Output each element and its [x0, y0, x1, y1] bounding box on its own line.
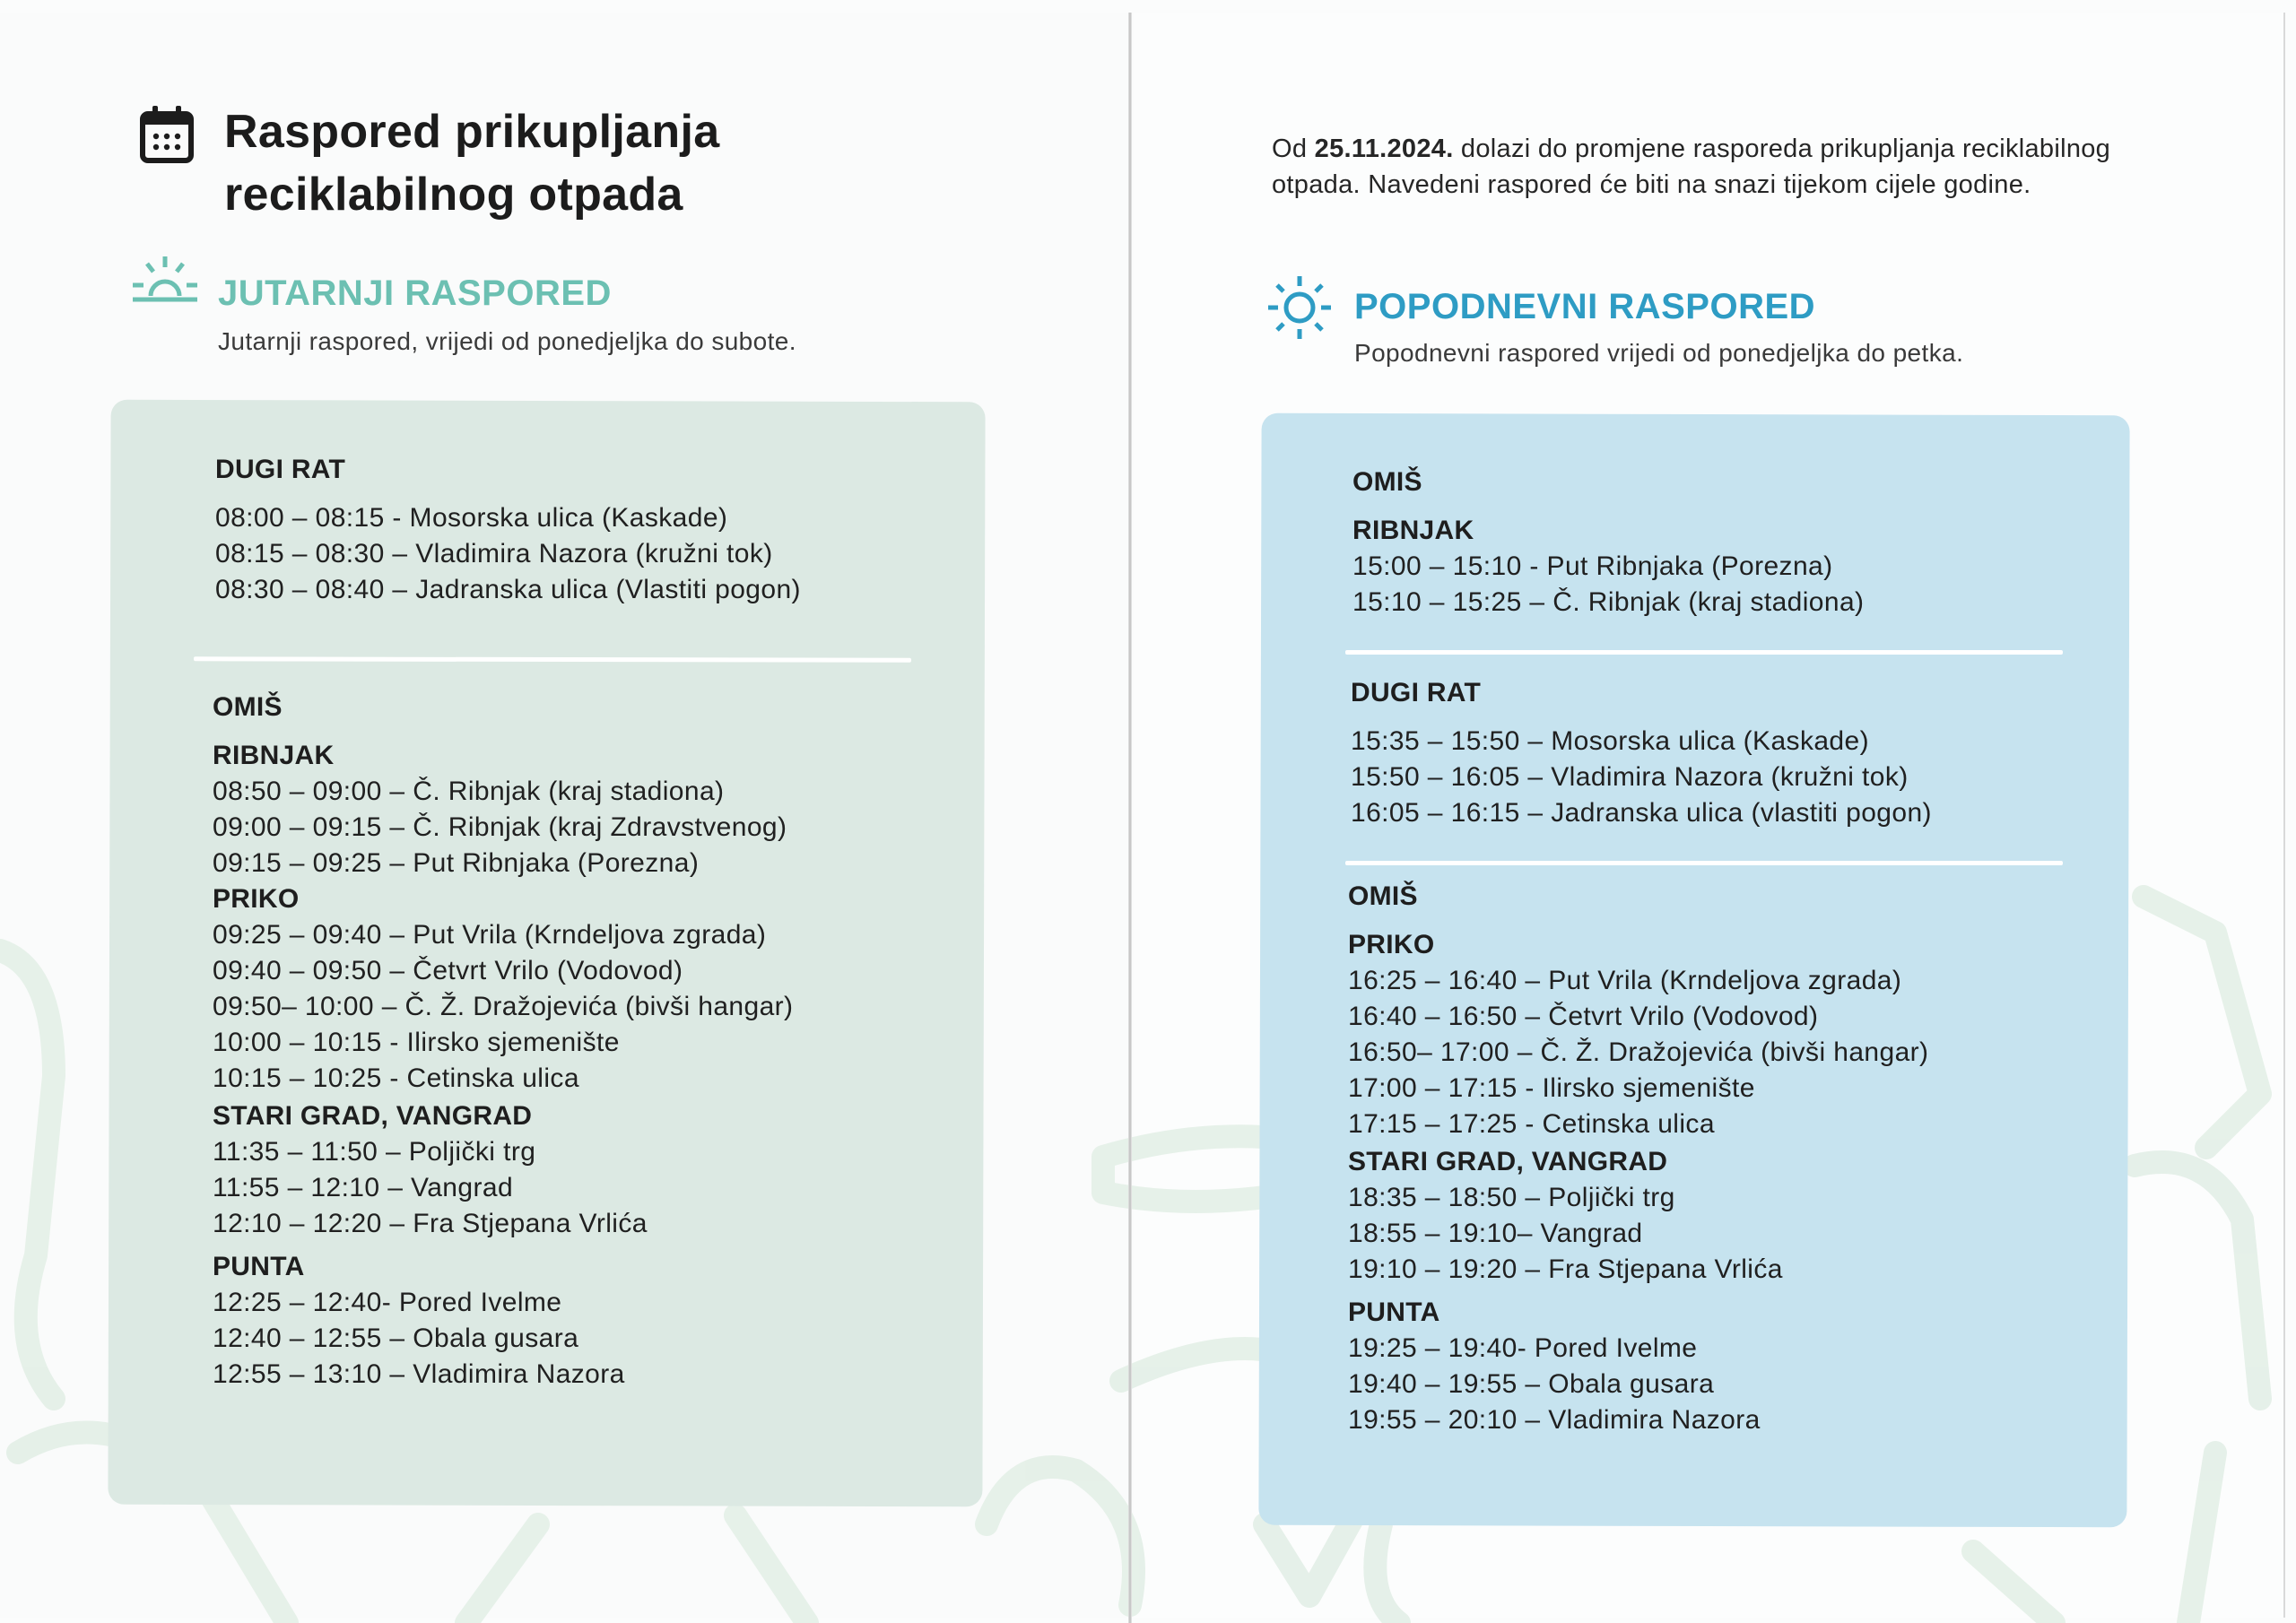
schedule-stop: 16:25 – 16:40 – Put Vrila (Krndeljova zgrada) [1348, 966, 1902, 995]
schedule-stop: 09:00 – 09:15 – Č. Ribnjak (kraj Zdravstvenog) [213, 812, 787, 842]
schedule-stop: 08:30 – 08:40 – Jadranska ulica (Vlastiti pogon) [215, 575, 801, 604]
schedule-stop: 15:10 – 15:25 – Č. Ribnjak (kraj stadiona) [1352, 587, 1865, 617]
calendar-icon [140, 106, 194, 163]
area-heading: STARI GRAD, VANGRAD [1348, 1147, 1668, 1176]
area-heading: PRIKO [1348, 930, 1435, 959]
schedule-stop: 11:35 – 11:50 – Poljički trg [213, 1137, 536, 1167]
schedule-stop: 12:55 – 13:10 – Vladimira Nazora [213, 1359, 625, 1389]
schedule-stop: 12:40 – 12:55 – Obala gusara [213, 1324, 579, 1353]
schedule-stop: 19:55 – 20:10 – Vladimira Nazora [1348, 1405, 1761, 1435]
schedule-stop: 19:10 – 19:20 – Fra Stjepana Vrlića [1348, 1254, 1783, 1284]
schedule-stop: 09:40 – 09:50 – Četvrt Vrilo (Vodovod) [213, 956, 683, 985]
schedule-stop: 16:50– 17:00 – Č. Ž. Dražojevića (bivši hangar) [1348, 1037, 1929, 1067]
schedule-stop: 18:35 – 18:50 – Poljički trg [1348, 1183, 1675, 1212]
area-heading: PUNTA [1348, 1298, 1440, 1327]
schedule-stop: 15:00 – 15:10 - Put Ribnjaka (Porezna) [1352, 551, 1833, 581]
morning-group-dugi-rat [215, 452, 801, 608]
schedule-stop: 08:00 – 08:15 - Mosorska ulica (Kaskade) [215, 503, 728, 533]
schedule-stop: 10:00 – 10:15 - Ilirsko sjemenište [213, 1028, 620, 1057]
afternoon-title: POPODNEVNI RASPORED [1354, 287, 1816, 326]
afternoon-group-omis [1348, 879, 1928, 1438]
schedule-stop: 18:55 – 19:10– Vangrad [1348, 1219, 1643, 1248]
morning-subtitle: Jutarnji raspored, vrijedi od ponedjeljka do subote. [218, 327, 796, 355]
schedule-stop: 19:40 – 19:55 – Obala gusara [1348, 1369, 1715, 1399]
area-heading: PRIKO [213, 884, 300, 914]
afternoon-group-omis-ribnjak [1352, 464, 1864, 621]
schedule-stop: 17:15 – 17:25 - Cetinska ulica [1348, 1109, 1715, 1139]
page-fold [1128, 13, 1132, 1623]
afternoon-group-dugi-rat [1351, 675, 1932, 831]
schedule-stop: 19:25 – 19:40- Pored Ivelme [1348, 1333, 1698, 1363]
morning-group-omis [213, 690, 793, 1393]
page-title-line-1: Raspored prikupljanja [224, 106, 720, 158]
area-heading: STARI GRAD, VANGRAD [213, 1101, 533, 1131]
notice-prefix: Od [1272, 135, 1315, 163]
town-heading: OMIŠ [1352, 467, 1422, 497]
page-title [224, 100, 719, 226]
schedule-stop: 09:50– 10:00 – Č. Ž. Dražojevića (bivši hangar) [213, 992, 794, 1021]
area-heading: RIBNJAK [213, 741, 335, 770]
section-divider [1345, 650, 2063, 655]
schedule-stop: 15:35 – 15:50 – Mosorska ulica (Kaskade) [1351, 726, 1869, 756]
schedule-stop: 16:05 – 16:15 – Jadranska ulica (vlastiti pogon) [1351, 798, 1932, 828]
schedule-stop: 12:25 – 12:40- Pored Ivelme [213, 1288, 562, 1317]
sunrise-icon [131, 255, 199, 308]
schedule-stop: 08:50 – 09:00 – Č. Ribnjak (kraj stadiona) [213, 777, 725, 806]
town-heading: OMIŠ [213, 692, 283, 722]
sun-icon [1266, 274, 1333, 341]
schedule-stop: 10:15 – 10:25 - Cetinska ulica [213, 1063, 579, 1093]
town-heading: DUGI RAT [1351, 678, 1482, 707]
area-heading: PUNTA [213, 1252, 305, 1281]
effective-date: 25.11.2024. [1314, 135, 1454, 163]
section-divider [1345, 861, 2063, 865]
notice-text: dolazi do promjene rasporeda prikupljanja reciklabilnog otpada. Navedeni raspored će biti na snazi tijekom cijele godine. [1272, 135, 2111, 199]
schedule-change-notice [1272, 131, 2133, 203]
schedule-stop: 08:15 – 08:30 – Vladimira Nazora (kružni tok) [215, 539, 773, 568]
page-title-line-2: reciklabilnog otpada [224, 169, 683, 221]
schedule-stop: 16:40 – 16:50 – Četvrt Vrilo (Vodovod) [1348, 1002, 1819, 1031]
schedule-stop: 09:15 – 09:25 – Put Ribnjaka (Porezna) [213, 848, 700, 878]
schedule-stop: 11:55 – 12:10 – Vangrad [213, 1173, 514, 1202]
schedule-stop: 15:50 – 16:05 – Vladimira Nazora (kružni tok) [1351, 762, 1909, 792]
morning-title: JUTARNJI RASPORED [218, 273, 612, 313]
schedule-stop: 17:00 – 17:15 - Ilirsko sjemenište [1348, 1073, 1755, 1103]
schedule-stop: 12:10 – 12:20 – Fra Stjepana Vrlića [213, 1209, 648, 1238]
town-heading: DUGI RAT [215, 455, 346, 484]
afternoon-subtitle: Popodnevni raspored vrijedi od ponedjeljka do petka. [1354, 339, 1964, 367]
area-heading: RIBNJAK [1352, 516, 1474, 545]
schedule-stop: 09:25 – 09:40 – Put Vrila (Krndeljova zgrada) [213, 920, 767, 950]
town-heading: OMIŠ [1348, 881, 1418, 911]
